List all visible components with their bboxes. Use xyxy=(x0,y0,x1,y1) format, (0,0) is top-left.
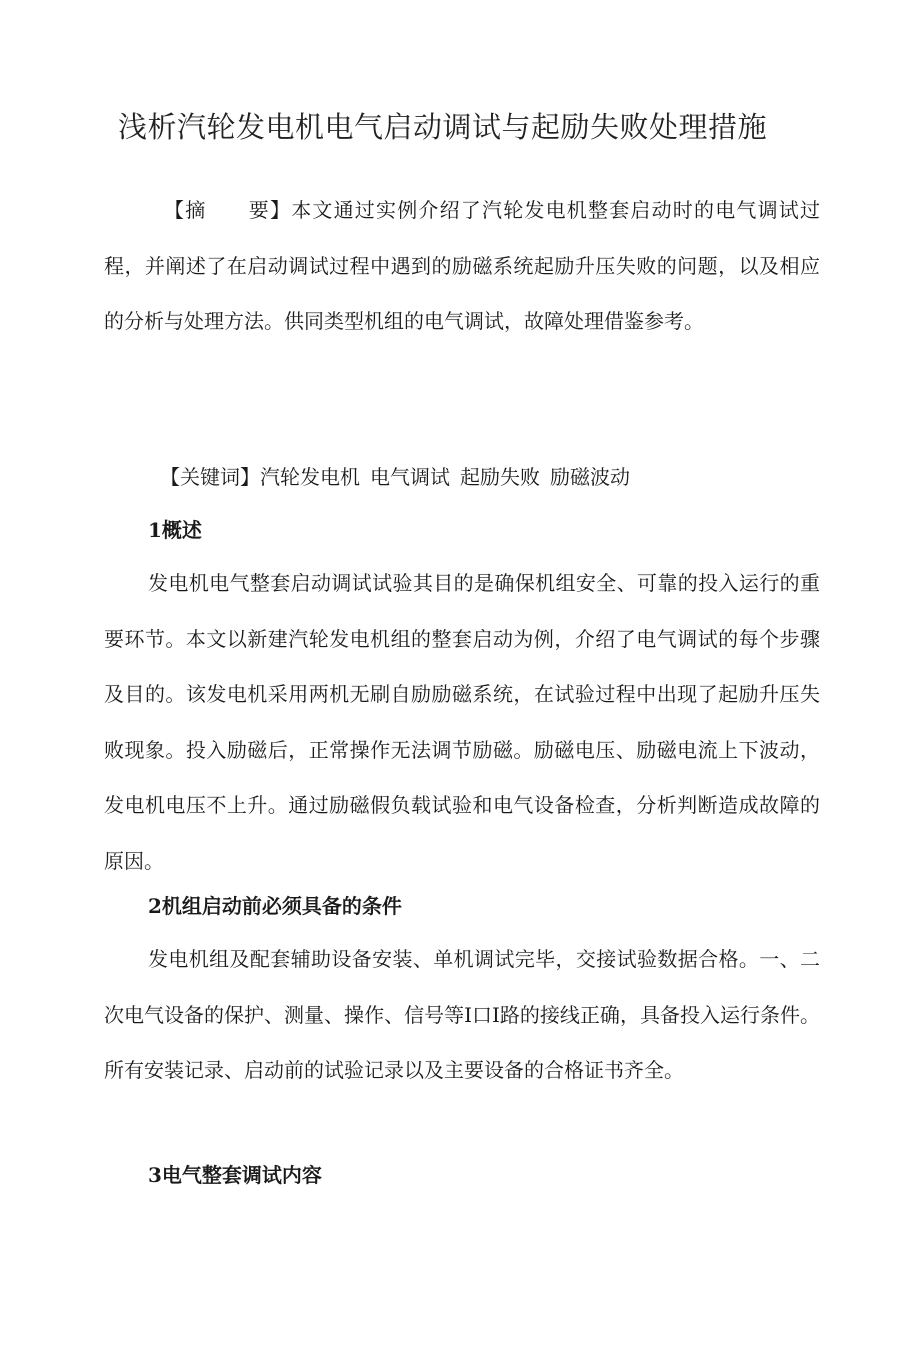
keywords-label: 【关键词】 xyxy=(160,465,260,489)
keyword-item: 励磁波动 xyxy=(550,465,630,489)
abstract-paragraph xyxy=(104,183,820,350)
abstract-text: 本文通过实例介绍了汽轮发电机整套启动时的电气调试过程，并阐述了在启动调试过程中遇到的励磁系统起励升压失败的问题，以及相应的分析与处理方法。供同类型机组的电气调试，故障处理借鉴参考。 xyxy=(104,198,821,333)
keywords-paragraph xyxy=(104,450,820,506)
abstract-label: 【摘 要】 xyxy=(164,198,292,222)
section-heading-commissioning: 3电气整套调试内容 xyxy=(148,1163,322,1187)
section-body-prerequisites: 发电机组及配套辅助设备安装、单机调试完毕，交接试验数据合格。一、二次电气设备的保护、测量、操作、信号等I口I路的接线正确，具备投入运行条件。所有安装记录、启动前的试验记录以及主要设备的合格证书齐全。 xyxy=(104,947,820,1082)
keyword-item: 汽轮发电机 xyxy=(260,465,360,489)
page-title: 浅析汽轮发电机电气启动调试与起励失败处理措施 xyxy=(118,110,768,145)
section-heading-prerequisites: 2机组启动前必须具备的条件 xyxy=(148,894,402,918)
section-body-overview: 发电机电气整套启动调试试验其目的是确保机组安全、可靠的投入运行的重要环节。本文以新建汽轮发电机组的整套启动为例，介绍了电气调试的每个步骤及目的。该发电机采用两机无刷自励励磁系统，在试验过程中出现了起励升压失败现象。投入励磁后，正常操作无法调节励磁。励磁电压、励磁电流上下波动，发电机电压不上升。通过励磁假负载试验和电气设备检查，分析判断造成故障的原因。 xyxy=(104,571,820,873)
keyword-item: 起励失败 xyxy=(460,465,540,489)
keyword-item: 电气调试 xyxy=(370,465,450,489)
section-heading-overview: 1概述 xyxy=(148,518,202,542)
